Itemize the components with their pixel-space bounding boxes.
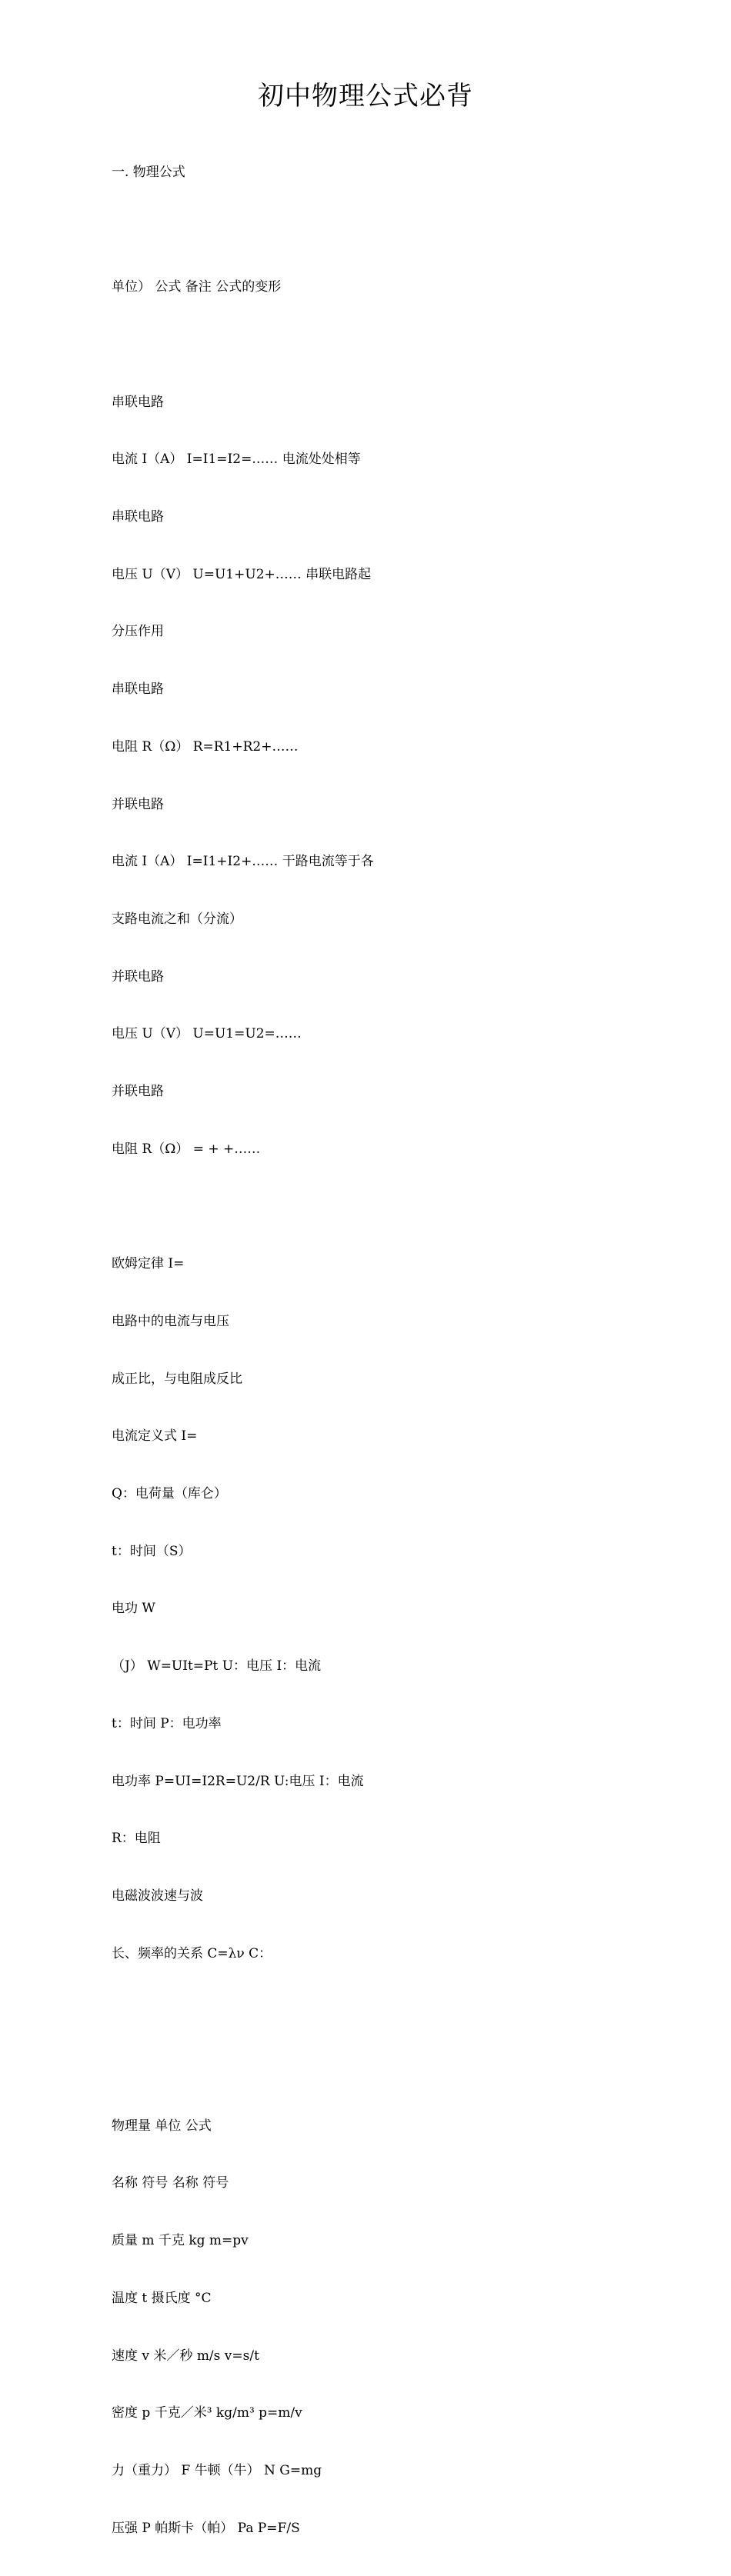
table-header-line: 物理量 单位 公式	[112, 2118, 212, 2134]
text-line: 串联电路	[112, 681, 164, 698]
text-line: Q：电荷量（库仑）	[112, 1485, 227, 1501]
text-line: 支路电流之和（分流）	[112, 911, 242, 927]
text-line: 并联电路	[112, 1084, 164, 1100]
document-body	[112, 125, 650, 2576]
text-line: 电功 W	[112, 1601, 155, 1617]
text-line: （J） W=UIt=Pt U：电压 I：电流	[112, 1658, 322, 1675]
text-line: 并联电路	[112, 968, 164, 985]
text-line: 成正比，与电阻成反比	[112, 1371, 242, 1387]
text-line: 长、频率的关系 C=λν C：	[112, 1945, 272, 1961]
text-line: 电压 U（V） U=U1+U2+…… 串联电路起	[112, 566, 372, 582]
blank-line	[112, 2001, 650, 2021]
page-title: 初中物理公式必背	[258, 81, 473, 112]
text-line: 串联电路	[112, 394, 164, 410]
table-row: 速度 v 米／秒 m/s v=s/t	[112, 2348, 259, 2364]
table-row: 密度 p 千克／米³ kg/m³ p=m/v	[112, 2405, 302, 2421]
blank-line	[112, 1197, 650, 1216]
text-line: 欧姆定律 I=	[112, 1256, 185, 1272]
text-line: R：电阻	[112, 1831, 161, 1847]
table-header-line: 名称 符号 名称 符号	[112, 2175, 229, 2191]
blank-line	[112, 221, 650, 240]
text-line: 并联电路	[112, 796, 164, 812]
text-line: 串联电路	[112, 509, 164, 525]
text-line: 电磁波波速与波	[112, 1888, 203, 1904]
text-line: 电阻 R（Ω） R=R1+R2+……	[112, 738, 299, 755]
section-heading: 一. 物理公式	[112, 164, 185, 180]
text-line: 电流 I（A） I=I1=I2=…… 电流处处相等	[112, 452, 361, 468]
text-line: t：时间 P：电功率	[112, 1715, 222, 1731]
text-line: 电阻 R（Ω） = + +……	[112, 1141, 261, 1157]
text-line: 电流定义式 I=	[112, 1428, 198, 1445]
table-row: 温度 t 摄氏度 °C	[112, 2290, 212, 2306]
text-line: 电流 I（A） I=I1+I2+…… 干路电流等于各	[112, 854, 374, 870]
table-row: 压强 P 帕斯卡（帕） Pa P=F/S	[112, 2520, 300, 2536]
text-line: 单位） 公式 备注 公式的变形	[112, 279, 282, 295]
text-line: 电路中的电流与电压	[112, 1313, 229, 1329]
table-row: 力（重力） F 牛顿（牛） N G=mg	[112, 2462, 322, 2478]
blank-line	[112, 335, 650, 355]
text-line: t：时间（S）	[112, 1543, 192, 1559]
blank-line	[112, 2059, 650, 2078]
text-line: 电功率 P=UI=I2R=U2/R U:电压 I：电流	[112, 1773, 364, 1789]
text-line: 电压 U（V） U=U1=U2=……	[112, 1026, 302, 1042]
text-line: 分压作用	[112, 624, 164, 640]
table-row: 质量 m 千克 kg m=pv	[112, 2233, 249, 2249]
